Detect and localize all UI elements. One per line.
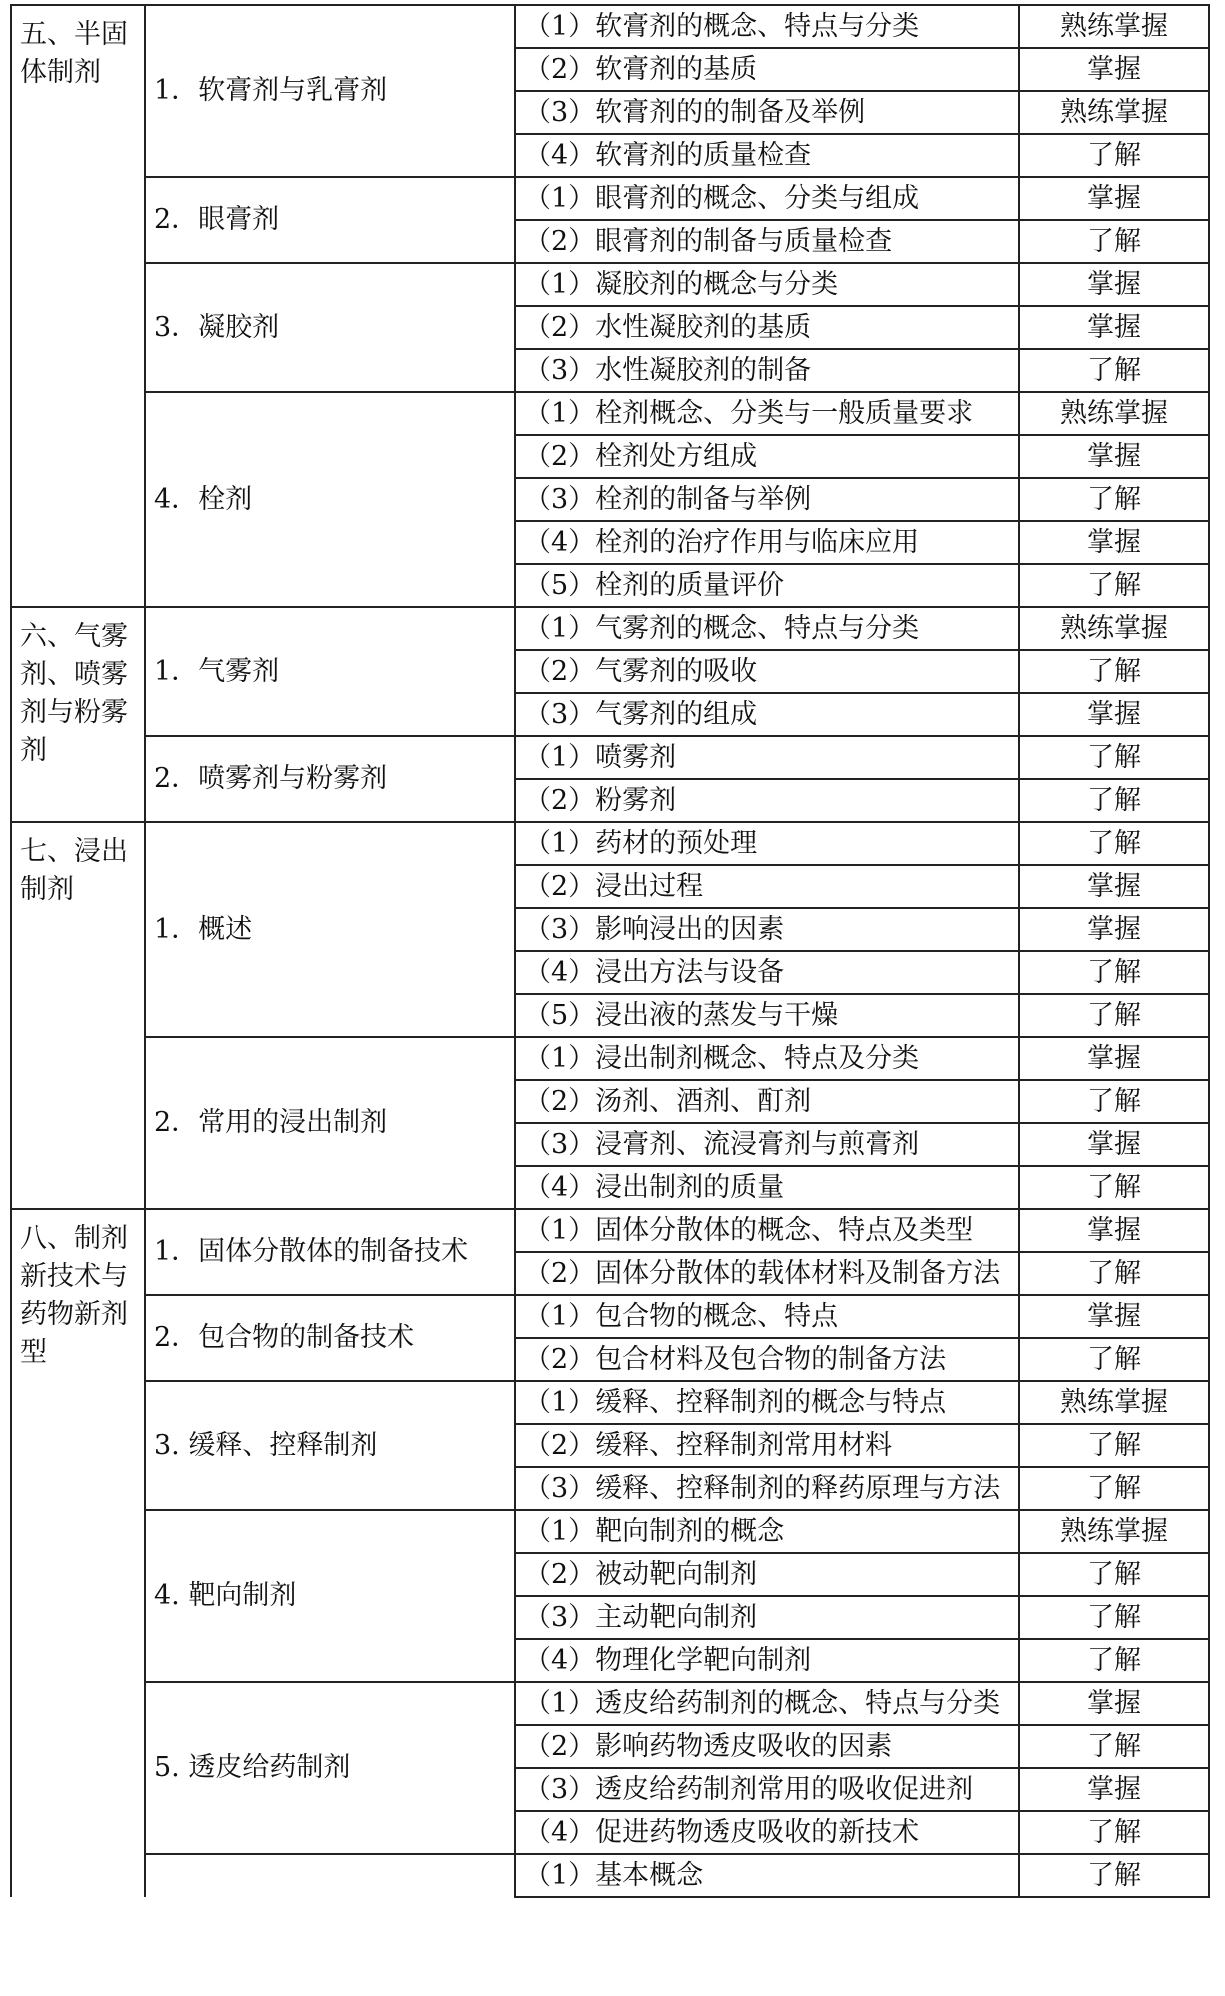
point-cell: （1）栓剂概念、分类与一般质量要求 <box>515 392 1019 435</box>
point-cell: （3）气雾剂的组成 <box>515 693 1019 736</box>
requirement-cell: 了解 <box>1019 1811 1209 1854</box>
requirement-cell: 了解 <box>1019 994 1209 1037</box>
unit-cell: 八、制剂新技术与药物新剂型 <box>11 1209 145 1897</box>
requirement-cell: 了解 <box>1019 1467 1209 1510</box>
requirement-cell: 了解 <box>1019 1080 1209 1123</box>
subunit-cell: 2．常用的浸出制剂 <box>145 1037 515 1209</box>
requirement-cell: 了解 <box>1019 1854 1209 1897</box>
table-row <box>11 5 1209 48</box>
subunit-cell: 3．凝胶剂 <box>145 263 515 392</box>
table-row <box>11 822 1209 865</box>
table-row <box>11 392 1209 435</box>
requirement-cell: 掌握 <box>1019 1037 1209 1080</box>
subunit-cell: 1．软膏剂与乳膏剂 <box>145 5 515 177</box>
table-row <box>11 607 1209 650</box>
requirement-cell: 掌握 <box>1019 177 1209 220</box>
point-cell: （5）浸出液的蒸发与干燥 <box>515 994 1019 1037</box>
point-cell: （1）包合物的概念、特点 <box>515 1295 1019 1338</box>
point-cell: （1）浸出制剂概念、特点及分类 <box>515 1037 1019 1080</box>
requirement-cell: 了解 <box>1019 1553 1209 1596</box>
point-cell: （3）浸膏剂、流浸膏剂与煎膏剂 <box>515 1123 1019 1166</box>
point-cell: （4）浸出制剂的质量 <box>515 1166 1019 1209</box>
syllabus-table <box>10 4 1210 1898</box>
requirement-cell: 掌握 <box>1019 48 1209 91</box>
point-cell: （4）促进药物透皮吸收的新技术 <box>515 1811 1019 1854</box>
point-cell: （1）凝胶剂的概念与分类 <box>515 263 1019 306</box>
point-cell: （3）栓剂的制备与举例 <box>515 478 1019 521</box>
subunit-cell: 4. 靶向制剂 <box>145 1510 515 1682</box>
requirement-cell: 掌握 <box>1019 1123 1209 1166</box>
unit-cell: 七、浸出制剂 <box>11 822 145 1209</box>
requirement-cell: 了解 <box>1019 220 1209 263</box>
requirement-cell: 了解 <box>1019 1596 1209 1639</box>
requirement-cell: 熟练掌握 <box>1019 1381 1209 1424</box>
point-cell: （1）软膏剂的概念、特点与分类 <box>515 5 1019 48</box>
table-row <box>11 736 1209 779</box>
requirement-cell: 了解 <box>1019 134 1209 177</box>
requirement-cell: 熟练掌握 <box>1019 1510 1209 1553</box>
point-cell: （1）基本概念 <box>515 1854 1019 1897</box>
requirement-cell: 了解 <box>1019 1338 1209 1381</box>
point-cell: （1）透皮给药制剂的概念、特点与分类 <box>515 1682 1019 1725</box>
point-cell: （2）眼膏剂的制备与质量检查 <box>515 220 1019 263</box>
requirement-cell: 了解 <box>1019 650 1209 693</box>
requirement-cell: 掌握 <box>1019 908 1209 951</box>
point-cell: （4）浸出方法与设备 <box>515 951 1019 994</box>
table-row <box>11 1854 1209 1897</box>
subunit-cell: 1．气雾剂 <box>145 607 515 736</box>
subunit-cell: 4．栓剂 <box>145 392 515 607</box>
table-row <box>11 1295 1209 1338</box>
point-cell: （2）缓释、控释制剂常用材料 <box>515 1424 1019 1467</box>
requirement-cell: 了解 <box>1019 1725 1209 1768</box>
subunit-cell: 1．固体分散体的制备技术 <box>145 1209 515 1295</box>
requirement-cell: 了解 <box>1019 736 1209 779</box>
requirement-cell: 了解 <box>1019 349 1209 392</box>
point-cell: （2）浸出过程 <box>515 865 1019 908</box>
point-cell: （3）影响浸出的因素 <box>515 908 1019 951</box>
point-cell: （2）汤剂、酒剂、酊剂 <box>515 1080 1019 1123</box>
point-cell: （1）固体分散体的概念、特点及类型 <box>515 1209 1019 1252</box>
point-cell: （4）栓剂的治疗作用与临床应用 <box>515 521 1019 564</box>
requirement-cell: 熟练掌握 <box>1019 91 1209 134</box>
point-cell: （3）透皮给药制剂常用的吸收促进剂 <box>515 1768 1019 1811</box>
point-cell: （2）包合材料及包合物的制备方法 <box>515 1338 1019 1381</box>
point-cell: （1）缓释、控释制剂的概念与特点 <box>515 1381 1019 1424</box>
requirement-cell: 掌握 <box>1019 1768 1209 1811</box>
requirement-cell: 掌握 <box>1019 435 1209 478</box>
point-cell: （2）气雾剂的吸收 <box>515 650 1019 693</box>
requirement-cell: 了解 <box>1019 1424 1209 1467</box>
requirement-cell: 了解 <box>1019 1639 1209 1682</box>
requirement-cell: 掌握 <box>1019 1295 1209 1338</box>
requirement-cell: 掌握 <box>1019 521 1209 564</box>
point-cell: （1）气雾剂的概念、特点与分类 <box>515 607 1019 650</box>
point-cell: （2）影响药物透皮吸收的因素 <box>515 1725 1019 1768</box>
subunit-cell: 1．概述 <box>145 822 515 1037</box>
syllabus-body <box>11 5 1209 1897</box>
point-cell: （3）水性凝胶剂的制备 <box>515 349 1019 392</box>
requirement-cell: 掌握 <box>1019 693 1209 736</box>
unit-cell: 五、半固体制剂 <box>11 5 145 607</box>
requirement-cell: 掌握 <box>1019 1682 1209 1725</box>
table-row <box>11 1381 1209 1424</box>
requirement-cell: 了解 <box>1019 478 1209 521</box>
point-cell: （4）物理化学靶向制剂 <box>515 1639 1019 1682</box>
requirement-cell: 掌握 <box>1019 1209 1209 1252</box>
subunit-cell: 2．喷雾剂与粉雾剂 <box>145 736 515 822</box>
requirement-cell: 了解 <box>1019 1252 1209 1295</box>
requirement-cell: 了解 <box>1019 779 1209 822</box>
point-cell: （4）软膏剂的质量检查 <box>515 134 1019 177</box>
subunit-cell: 2．包合物的制备技术 <box>145 1295 515 1381</box>
table-row <box>11 177 1209 220</box>
table-row <box>11 263 1209 306</box>
point-cell: （3）缓释、控释制剂的释药原理与方法 <box>515 1467 1019 1510</box>
point-cell: （1）喷雾剂 <box>515 736 1019 779</box>
requirement-cell: 掌握 <box>1019 263 1209 306</box>
requirement-cell: 熟练掌握 <box>1019 392 1209 435</box>
requirement-cell: 熟练掌握 <box>1019 607 1209 650</box>
point-cell: （3）主动靶向制剂 <box>515 1596 1019 1639</box>
point-cell: （2）被动靶向制剂 <box>515 1553 1019 1596</box>
table-row <box>11 1037 1209 1080</box>
subunit-cell: 5. 透皮给药制剂 <box>145 1682 515 1854</box>
unit-cell: 六、气雾剂、喷雾剂与粉雾剂 <box>11 607 145 822</box>
point-cell: （2）软膏剂的基质 <box>515 48 1019 91</box>
requirement-cell: 掌握 <box>1019 306 1209 349</box>
point-cell: （2）栓剂处方组成 <box>515 435 1019 478</box>
point-cell: （3）软膏剂的的制备及举例 <box>515 91 1019 134</box>
point-cell: （1）眼膏剂的概念、分类与组成 <box>515 177 1019 220</box>
point-cell: （5）栓剂的质量评价 <box>515 564 1019 607</box>
requirement-cell: 了解 <box>1019 822 1209 865</box>
requirement-cell: 了解 <box>1019 564 1209 607</box>
table-row <box>11 1682 1209 1725</box>
requirement-cell: 掌握 <box>1019 865 1209 908</box>
subunit-cell: 3. 缓释、控释制剂 <box>145 1381 515 1510</box>
point-cell: （2）水性凝胶剂的基质 <box>515 306 1019 349</box>
requirement-cell: 了解 <box>1019 1166 1209 1209</box>
subunit-cell: 2．眼膏剂 <box>145 177 515 263</box>
subunit-cell <box>145 1854 515 1897</box>
requirement-cell: 了解 <box>1019 951 1209 994</box>
requirement-cell: 熟练掌握 <box>1019 5 1209 48</box>
point-cell: （2）固体分散体的载体材料及制备方法 <box>515 1252 1019 1295</box>
point-cell: （2）粉雾剂 <box>515 779 1019 822</box>
point-cell: （1）靶向制剂的概念 <box>515 1510 1019 1553</box>
table-row <box>11 1209 1209 1252</box>
syllabus-page <box>10 4 1210 1898</box>
point-cell: （1）药材的预处理 <box>515 822 1019 865</box>
table-row <box>11 1510 1209 1553</box>
